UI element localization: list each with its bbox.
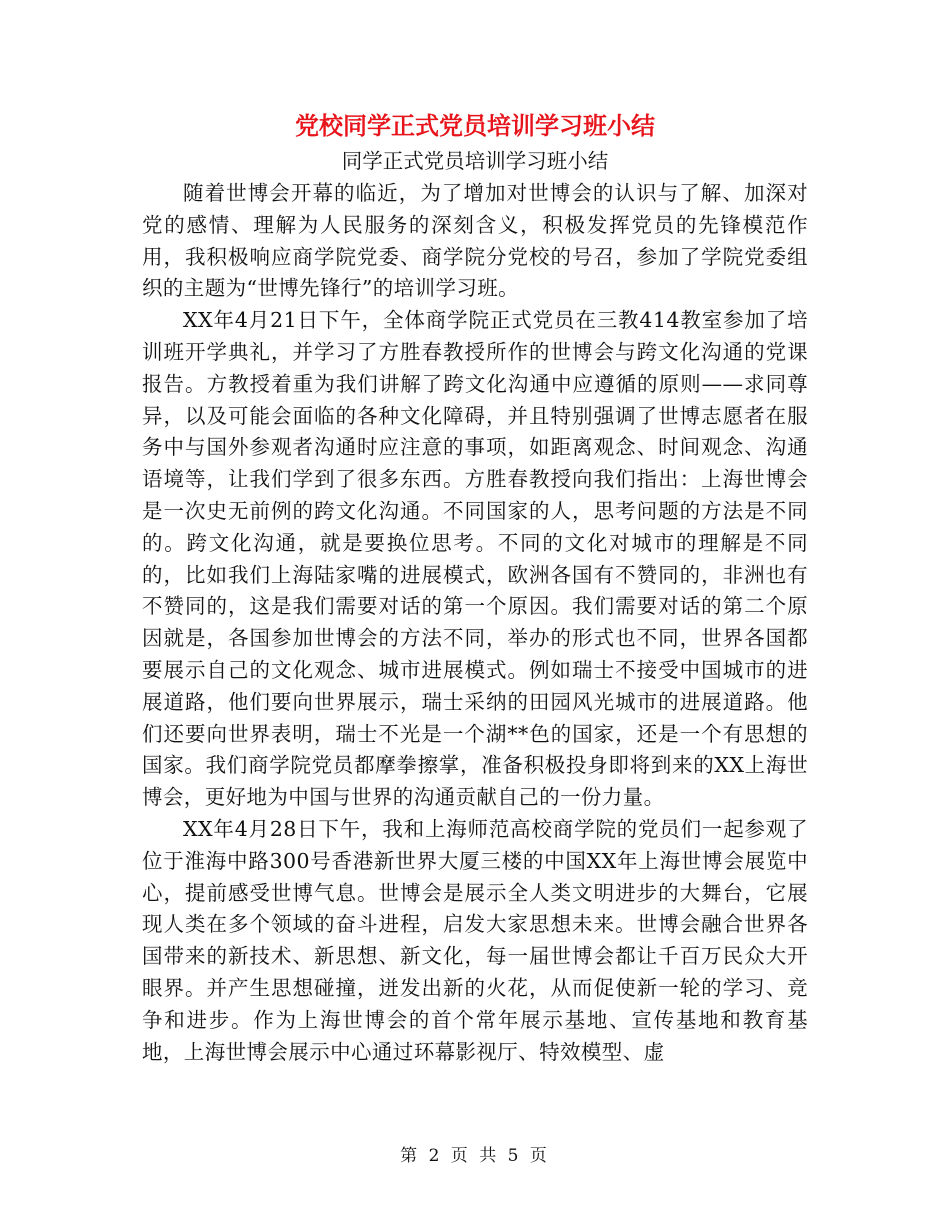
document-subtitle: 同学正式党员培训学习班小结 [341, 149, 609, 173]
page-number-footer: 第 2 页 共 5 页 [400, 1146, 550, 1166]
document-title: 党校同学正式党员培训学习班小结 [295, 111, 655, 140]
document-body [142, 178, 808, 1068]
paragraph-2: XX年4月21日下午，全体商学院正式党员在三教414教室参加了培训班开学典礼，并学习了方胜春教授所作的世博会与跨文化沟通的党课报告。方教授着重为我们讲解了跨文化沟通中应遵循的原则——求同尊异，以及可能会面临的各种文化障碍，并且特别强调了世博志愿者在服务中与国外参观者沟通时应注意的事项，如距离观念、时间观念、沟通语境等，让我们学到了很多东西。方胜春教授向我们指出：上海世博会是一次史无前例的跨文化沟通。不同国家的人，思考问题的方法是不同的。跨文化沟通，就是要换位思考。不同的文化对城市的理解是不同的，比如我们上海陆家嘴的进展模式，欧洲各国有不赞同的，非洲也有不赞同的，这是我们需要对话的第一个原因。我们需要对话的第二个原因就是，各国参加世博会的方法不同，举办的形式也不同，世界各国都要展示自己的文化观念、城市进展模式。例如瑞士不接受中国城市的进展道路，他们要向世界展示，瑞士采纳的田园风光城市的进展道路。他们还要向世界表明，瑞士不光是一个湖**色的国家，还是一个有思想的国家。我们商学院党员都摩拳擦掌，准备积极投身即将到来的XX上海世博会，更好地为中国与世界的沟通贡献自己的一份力量。 [142, 308, 808, 810]
paragraph-1: 随着世博会开幕的临近，为了增加对世博会的认识与了解、加深对党的感情、理解为人民服务的深刻含义，积极发挥党员的先锋模范作用，我积极响应商学院党委、商学院分党校的号召，参加了学院党委组织的主题为“世博先锋行”的培训学习班。 [142, 181, 808, 301]
paragraph-3: XX年4月28日下午，我和上海师范高校商学院的党员们一起参观了位于淮海中路300号香港新世界大厦三楼的中国XX年上海世博会展览中心，提前感受世博气息。世博会是展示全人类文明进步的大舞台，它展现人类在多个领域的奋斗进程，启发大家思想未来。世博会融合世界各国带来的新技术、新思想、新文化，每一届世博会都让千百万民众大开眼界。并产生思想碰撞，迸发出新的火花，从而促使新一轮的学习、竞争和进步。作为上海世博会的首个常年展示基地、宣传基地和教育基地，上海世博会展示中心通过环幕影视厅、特效模型、虚 [142, 816, 808, 1064]
